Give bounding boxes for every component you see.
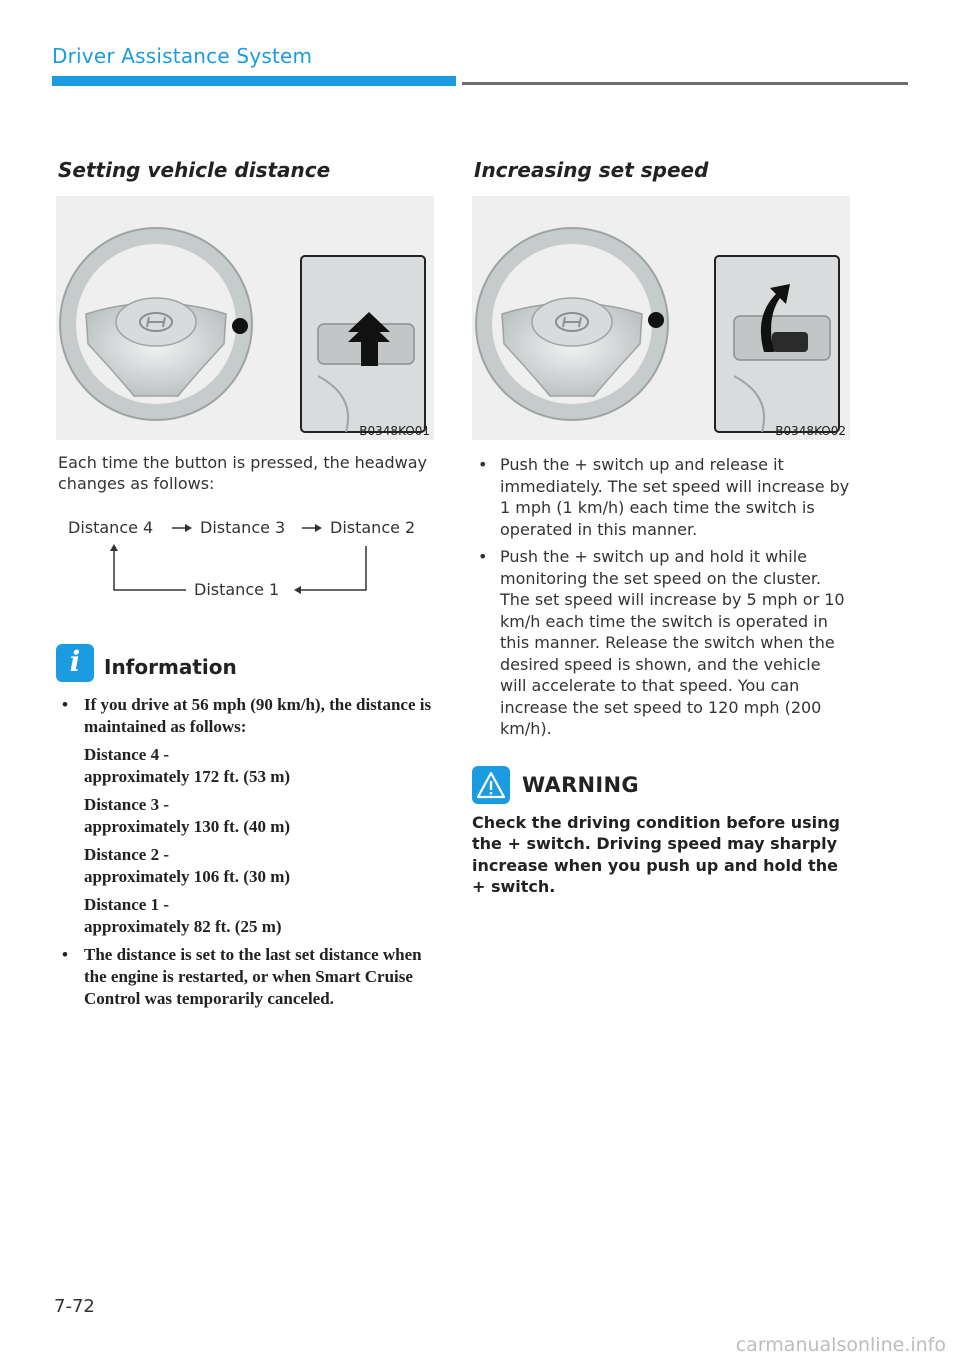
steering-wheel-icon — [56, 196, 434, 440]
figure-distance-button — [56, 196, 434, 440]
figure-code: B0348KO01 — [359, 424, 430, 438]
information-list-2 — [56, 944, 436, 1010]
distance-intro-text: Each time the button is pressed, the headway changes as follows: — [58, 453, 427, 493]
flow-distance-2: Distance 2 — [330, 518, 416, 537]
information-title: Information — [104, 655, 237, 679]
speed-bullets — [472, 454, 852, 740]
header-rule-blue — [52, 76, 456, 86]
information-list — [56, 694, 436, 738]
speed-bullet-1: • Push the + switch up and release it immediately. The set speed will increase by 1 mph (1 km/h) each time the switch is operated in this manner. — [472, 454, 852, 540]
figure-plus-switch — [472, 196, 850, 440]
watermark: carmanualsonline.info — [735, 1334, 946, 1356]
figure-code: B0348KO02 — [775, 424, 846, 438]
distance-4-detail: Distance 4 - approximately 172 ft. (53 m) — [84, 745, 291, 786]
distance-3-detail: Distance 3 - approximately 130 ft. (40 m) — [84, 795, 291, 836]
steering-wheel-icon — [472, 196, 850, 440]
info-icon: i — [56, 644, 94, 682]
right-column — [472, 158, 852, 898]
left-column — [56, 158, 436, 1016]
distance-2-detail: Distance 2 - approximately 106 ft. (30 m) — [84, 845, 291, 886]
information-bullet-restart: • The distance is set to the last set distance when the engine is restarted, or when Smart Cruise Control was temporarily canceled. — [56, 944, 436, 1010]
information-bullet-speed: • If you drive at 56 mph (90 km/h), the distance is maintained as follows: — [56, 694, 436, 738]
header-rule-gray — [462, 82, 908, 85]
distance-1-detail: Distance 1 - approximately 82 ft. (25 m) — [84, 895, 282, 936]
arrow-right-icon — [56, 510, 436, 620]
running-header: Driver Assistance System — [52, 44, 313, 68]
information-heading — [56, 644, 436, 682]
warning-triangle-icon — [472, 766, 510, 804]
warning-text: Check the driving condition before using the + switch. Driving speed may sharply increase when you push up and hold the + switch. — [472, 812, 840, 896]
distance-cycle-diagram — [56, 510, 436, 620]
page-number: 7-72 — [54, 1296, 95, 1317]
flow-distance-3: Distance 3 — [200, 518, 286, 537]
flow-distance-1: Distance 1 — [194, 580, 280, 599]
speed-bullet-2: • Push the + switch up and hold it while monitoring the set speed on the cluster. The set speed will increase by 5 mph or 10 km/h each time the switch is operated in this manner. Release the switch when the desired speed is shown, and the vehicle will accelerate to that speed. You can increase the set speed to 120 mph (200 km/h). — [472, 546, 852, 740]
warning-heading — [472, 766, 852, 804]
section-title-increasing-speed: Increasing set speed — [474, 158, 709, 182]
section-title-vehicle-distance: Setting vehicle distance — [58, 158, 331, 182]
warning-title: WARNING — [522, 772, 639, 797]
flow-distance-4: Distance 4 — [68, 518, 154, 537]
